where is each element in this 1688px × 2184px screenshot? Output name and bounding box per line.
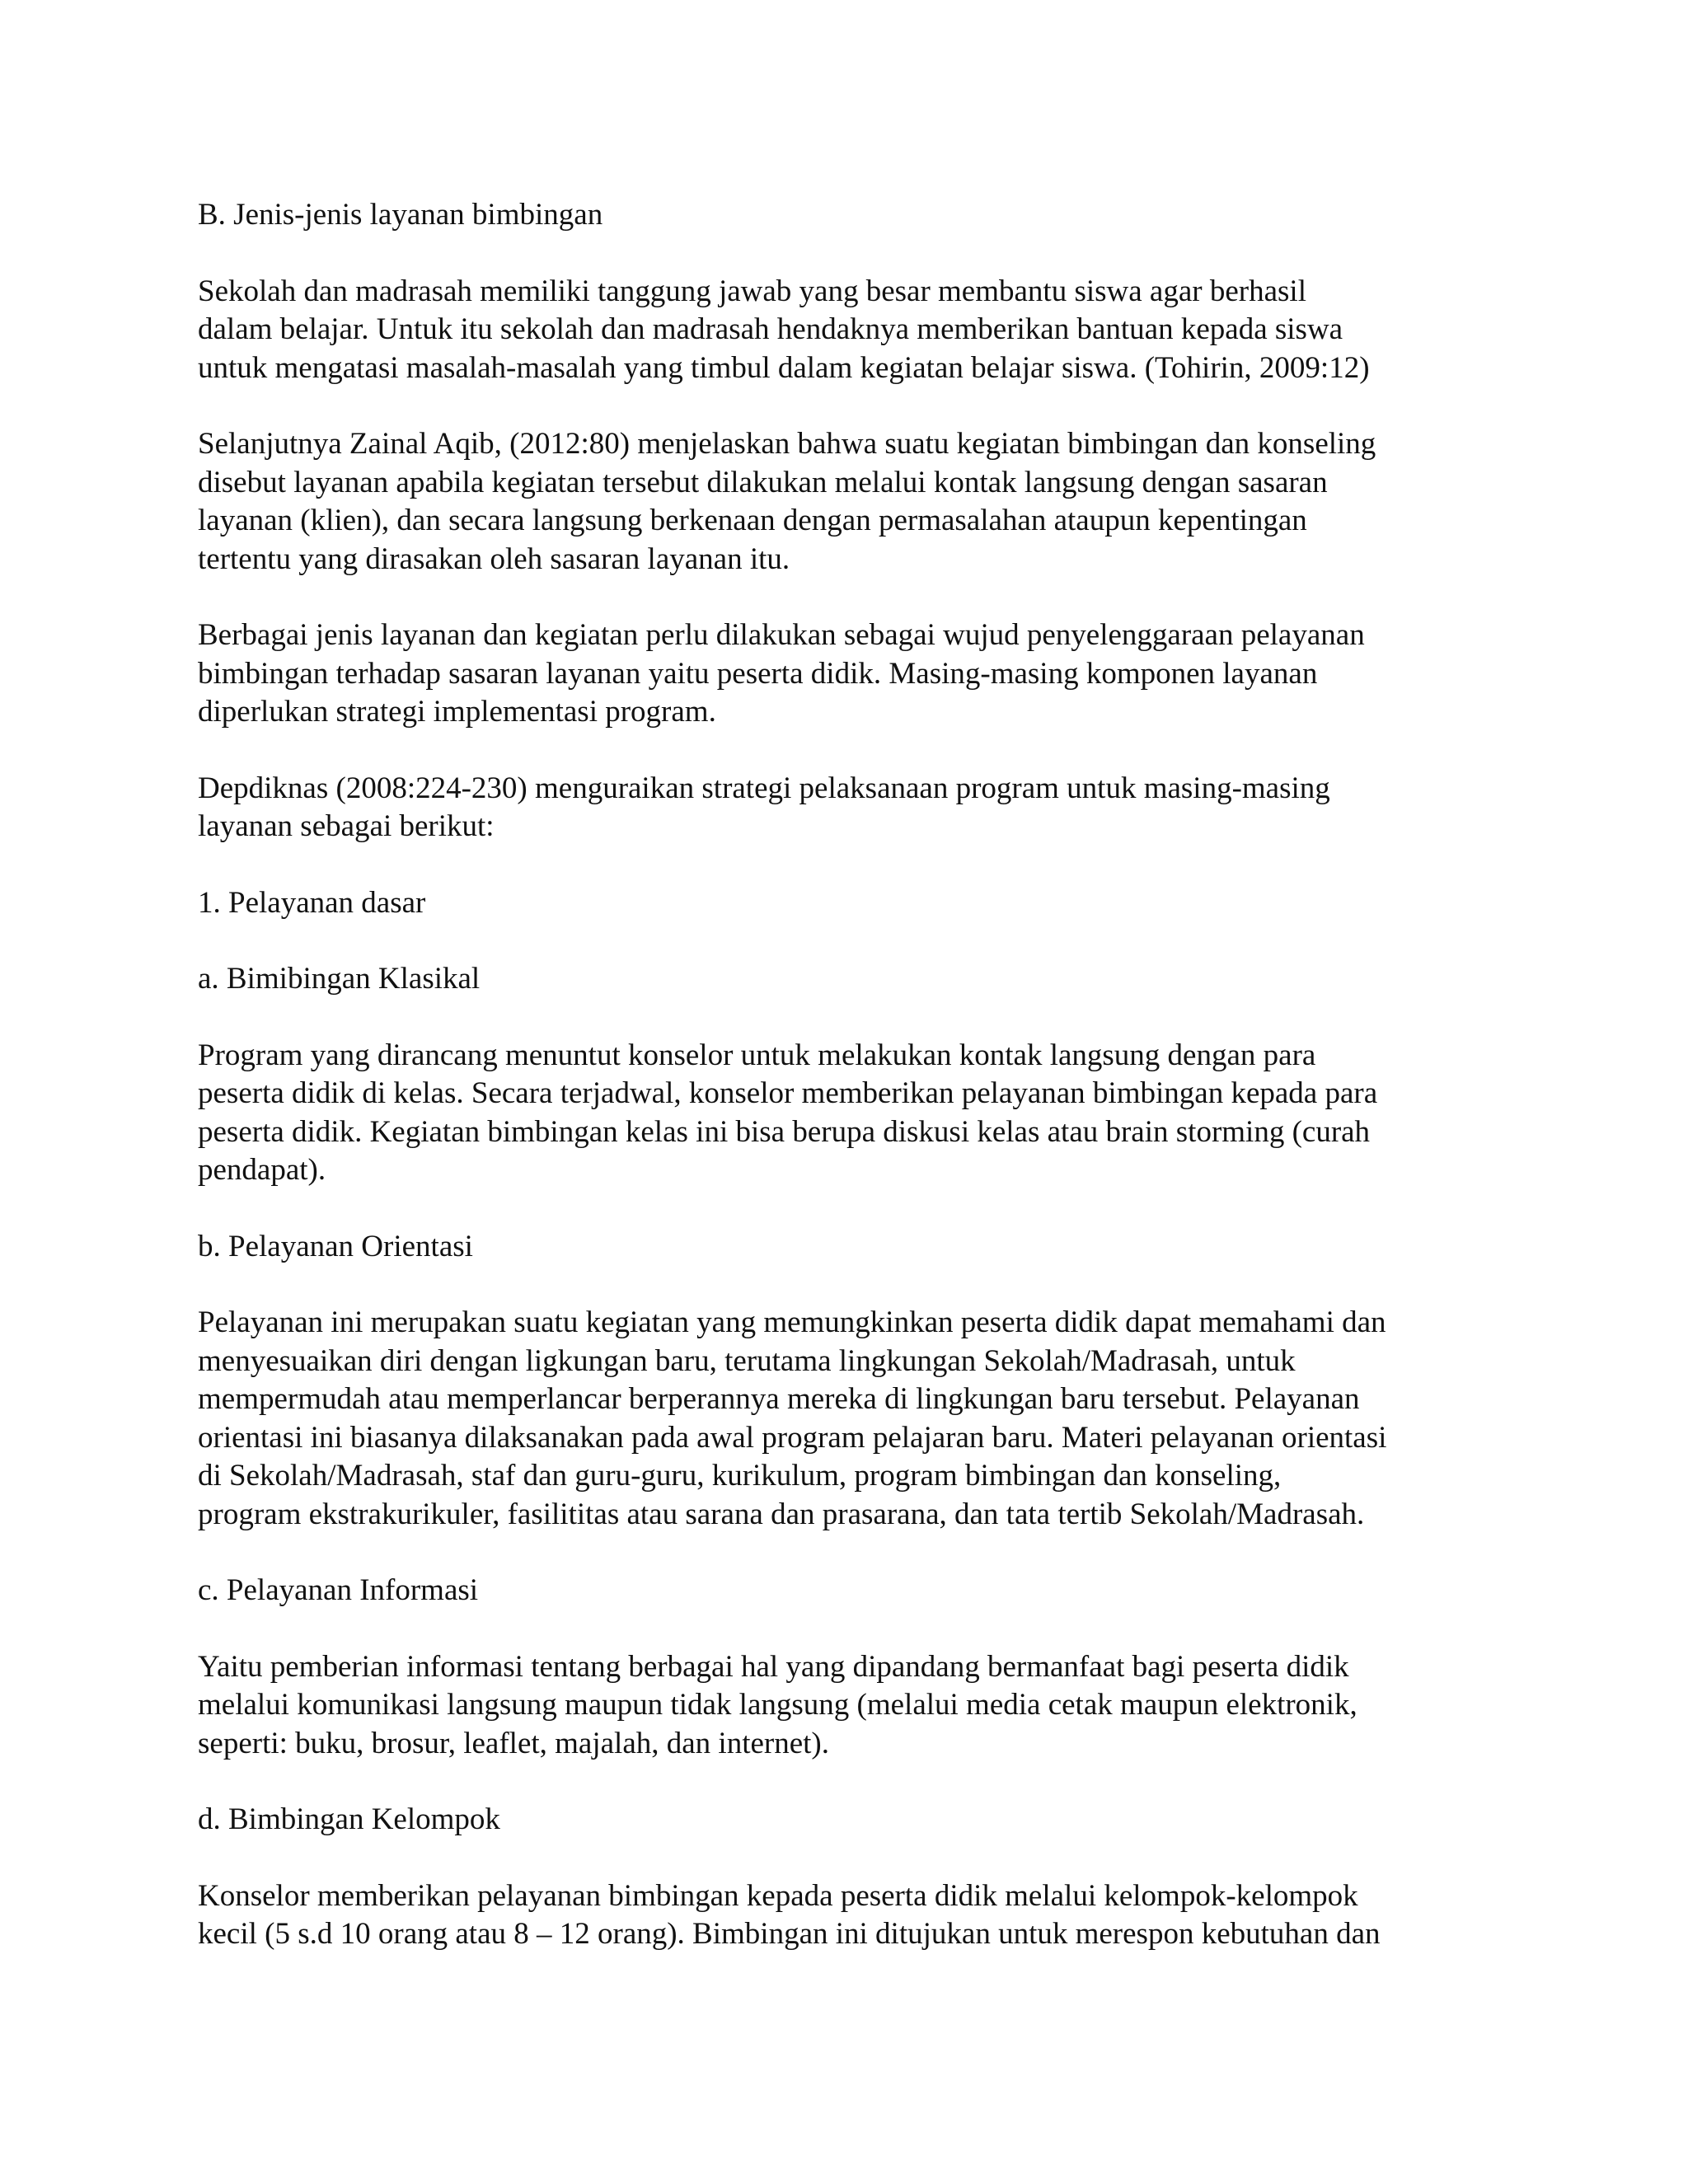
sub-a-title: a. Bimibingan Klasikal — [198, 962, 481, 996]
text-line: Konselor memberikan pelayanan bimbingan kepada peserta didik melalui kelompok-kelompok — [198, 1878, 1358, 1913]
aqib-paragraph — [198, 425, 1508, 579]
text-line: layanan sebagai berikut: — [198, 809, 495, 843]
text-line: dalam belajar. Untuk itu sekolah dan madrasah hendaknya memberikan bantuan kepada siswa — [198, 312, 1343, 346]
sub-d-title-block — [198, 1801, 1508, 1840]
text-line: diperlukan strategi implementasi program. — [198, 695, 716, 729]
text-line: disebut layanan apabila kegiatan tersebut dilakukan melalui kontak langsung dengan sasaran — [198, 465, 1328, 499]
sub-d-title: d. Bimbingan Kelompok — [198, 1802, 500, 1836]
text-line: di Sekolah/Madrasah, staf dan guru-guru, kurikulum, program bimbingan dan konseling, — [198, 1459, 1282, 1493]
text-line: Sekolah dan madrasah memiliki tanggung jawab yang besar membantu siswa agar berhasil — [198, 274, 1306, 308]
sub-b-title-block — [198, 1228, 1508, 1267]
text-line: program ekstrakurikuler, fasilititas atau sarana dan prasarana, dan tata tertib Sekolah/Madrasah. — [198, 1497, 1365, 1531]
text-line: kecil (5 s.d 10 orang atau 8 – 12 orang). Bimbingan ini ditujukan untuk merespon kebutuhan dan — [198, 1917, 1381, 1951]
text-line: Yaitu pemberian informasi tentang berbagai hal yang dipandang bermanfaat bagi peserta didik — [198, 1649, 1349, 1684]
sub-b-paragraph — [198, 1304, 1508, 1534]
text-line: Selanjutnya Zainal Aqib, (2012:80) menjelaskan bahwa suatu kegiatan bimbingan dan konseling — [198, 427, 1376, 461]
sub-c-paragraph — [198, 1648, 1508, 1764]
section-heading: B. Jenis-jenis layanan bimbingan — [198, 198, 603, 232]
text-line: seperti: buku, brosur, leaflet, majalah, dan internet). — [198, 1726, 829, 1760]
sub-b-title: b. Pelayanan Orientasi — [198, 1229, 473, 1263]
text-line: bimbingan terhadap sasaran layanan yaitu peserta didik. Masing-masing komponen layanan — [198, 656, 1318, 691]
sub-a-paragraph — [198, 1037, 1508, 1190]
sub-d-paragraph — [198, 1877, 1508, 1954]
text-line: peserta didik di kelas. Secara terjadwal, konselor memberikan pelayanan bimbingan kepada para — [198, 1076, 1378, 1110]
text-line: tertentu yang dirasakan oleh sasaran layanan itu. — [198, 541, 790, 576]
text-line: menyesuaikan diri dengan ligkungan baru, terutama lingkungan Sekolah/Madrasah, untuk — [198, 1343, 1296, 1378]
sub-c-title: c. Pelayanan Informasi — [198, 1573, 479, 1607]
sub-a-title-block — [198, 960, 1508, 999]
text-line: orientasi ini biasanya dilaksanakan pada awal program pelajaran baru. Materi pelayanan orientasi — [198, 1420, 1387, 1455]
text-line: Depdiknas (2008:224-230) menguraikan strategi pelaksanaan program untuk masing-masing — [198, 771, 1330, 805]
section-1-title: 1. Pelayanan dasar — [198, 885, 426, 920]
document-page — [198, 196, 1508, 1992]
section-heading-block — [198, 196, 1508, 235]
intro-paragraph — [198, 273, 1508, 388]
text-line: pendapat). — [198, 1153, 326, 1187]
text-line: untuk mengatasi masalah-masalah yang timbul dalam kegiatan belajar siswa. (Tohirin, 2009:12) — [198, 350, 1370, 385]
depdiknas-paragraph — [198, 770, 1508, 846]
text-line: Berbagai jenis layanan dan kegiatan perlu dilakukan sebagai wujud penyelenggaraan pelayanan — [198, 618, 1365, 652]
text-line: mempermudah atau memperlancar berperannya mereka di lingkungan baru tersebut. Pelayanan — [198, 1382, 1360, 1416]
text-line: peserta didik. Kegiatan bimbingan kelas ini bisa berupa diskusi kelas atau brain storming (curah — [198, 1114, 1371, 1149]
section-1-title-block — [198, 884, 1508, 923]
text-line: Program yang dirancang menuntut konselor untuk melakukan kontak langsung dengan para — [198, 1038, 1316, 1072]
text-line: melalui komunikasi langsung maupun tidak langsung (melalui media cetak maupun elektronik, — [198, 1688, 1357, 1722]
sub-c-title-block — [198, 1572, 1508, 1610]
text-line: layanan (klien), dan secara langsung berkenaan dengan permasalahan ataupun kepentingan — [198, 504, 1307, 537]
text-line: Pelayanan ini merupakan suatu kegiatan yang memungkinkan peserta didik dapat memahami dan — [198, 1305, 1386, 1339]
jenis-paragraph — [198, 616, 1508, 732]
